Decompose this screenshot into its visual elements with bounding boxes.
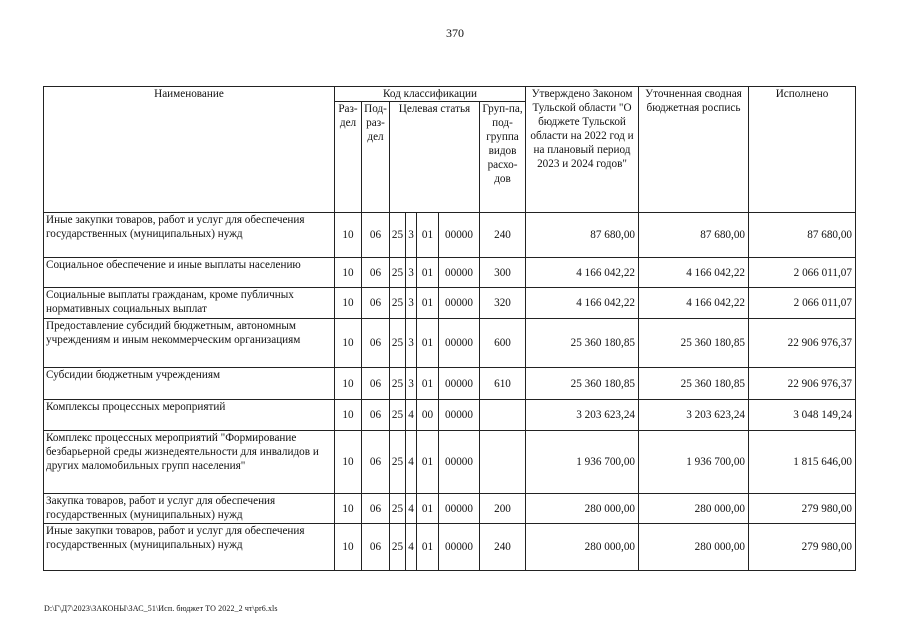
- table-row: [44, 288, 856, 319]
- target-part2-cell: 4: [406, 494, 417, 524]
- refined-amount: 25 360 180,85: [639, 319, 749, 368]
- target-part4-cell: 00000: [439, 258, 480, 288]
- podrazdel-cell: 06: [362, 400, 390, 431]
- row-name: Иные закупки товаров, работ и услуг для обеспечения государственных (муниципальных) нужд: [44, 524, 335, 571]
- target-part4-cell: 00000: [439, 494, 480, 524]
- target-part3-cell: 01: [417, 288, 439, 319]
- razdel-cell: 10: [335, 258, 362, 288]
- podrazdel-cell: 06: [362, 213, 390, 258]
- executed-amount: 87 680,00: [749, 213, 856, 258]
- target-part3-cell: 01: [417, 494, 439, 524]
- target-part1-cell: 25: [390, 494, 406, 524]
- refined-amount: 87 680,00: [639, 213, 749, 258]
- target-part3-cell: 01: [417, 368, 439, 400]
- target-part4-cell: 00000: [439, 524, 480, 571]
- expense-type-cell: 610: [480, 368, 526, 400]
- target-part4-cell: 00000: [439, 400, 480, 431]
- approved-amount: 1 936 700,00: [526, 431, 639, 494]
- table-row: [44, 431, 856, 494]
- expense-type-cell: 600: [480, 319, 526, 368]
- expense-type-cell: 200: [480, 494, 526, 524]
- budget-table: [43, 86, 856, 571]
- refined-amount: 280 000,00: [639, 524, 749, 571]
- executed-amount: 279 980,00: [749, 524, 856, 571]
- target-part2-cell: 3: [406, 319, 417, 368]
- podrazdel-cell: 06: [362, 431, 390, 494]
- executed-amount: 2 066 011,07: [749, 288, 856, 319]
- razdel-cell: 10: [335, 288, 362, 319]
- expense-type-cell: 300: [480, 258, 526, 288]
- executed-column-header: Исполнено: [749, 87, 856, 213]
- row-name: Субсидии бюджетным учреждениям: [44, 368, 335, 400]
- table-row: [44, 319, 856, 368]
- refined-amount: 280 000,00: [639, 494, 749, 524]
- executed-amount: 3 048 149,24: [749, 400, 856, 431]
- podrazdel-cell: 06: [362, 494, 390, 524]
- podrazdel-cell: 06: [362, 319, 390, 368]
- target-part3-cell: 01: [417, 258, 439, 288]
- target-part1-cell: 25: [390, 524, 406, 571]
- table-row: [44, 494, 856, 524]
- table-row: [44, 368, 856, 400]
- refined-amount: 25 360 180,85: [639, 368, 749, 400]
- target-part4-cell: 00000: [439, 213, 480, 258]
- podrazdel-header: Под-раз-дел: [362, 102, 390, 213]
- row-name: Комплекс процессных мероприятий "Формирование безбарьерной среды жизнедеятельности для инвалидов и других маломобильных групп населения": [44, 431, 335, 494]
- razdel-cell: 10: [335, 319, 362, 368]
- target-part1-cell: 25: [390, 258, 406, 288]
- executed-amount: 22 906 976,37: [749, 319, 856, 368]
- file-path-footer: D:\Г\Д7\2023\ЗАКОНЫ\ЗАС_51\Исп. бюджет ТО 2022_2 чт\pr6.xls: [44, 604, 278, 613]
- approved-amount: 87 680,00: [526, 213, 639, 258]
- table-row: [44, 400, 856, 431]
- podrazdel-cell: 06: [362, 524, 390, 571]
- target-part2-cell: 4: [406, 431, 417, 494]
- target-part3-cell: 00: [417, 400, 439, 431]
- approved-amount: 280 000,00: [526, 494, 639, 524]
- target-part4-cell: 00000: [439, 368, 480, 400]
- expense-type-cell: 240: [480, 524, 526, 571]
- razdel-cell: 10: [335, 400, 362, 431]
- razdel-cell: 10: [335, 213, 362, 258]
- executed-amount: 22 906 976,37: [749, 368, 856, 400]
- podrazdel-cell: 06: [362, 288, 390, 319]
- approved-amount: 25 360 180,85: [526, 319, 639, 368]
- approved-column-header: Утверждено Законом Тульской области "О бюджете Тульской области на 2022 год и на плановый период 2023 и 2024 годов": [526, 87, 639, 213]
- target-part2-cell: 3: [406, 258, 417, 288]
- row-name: Социальные выплаты гражданам, кроме публичных нормативных социальных выплат: [44, 288, 335, 319]
- target-part3-cell: 01: [417, 524, 439, 571]
- target-part4-cell: 00000: [439, 431, 480, 494]
- razdel-cell: 10: [335, 494, 362, 524]
- approved-amount: 4 166 042,22: [526, 288, 639, 319]
- row-name: Социальное обеспечение и иные выплаты населению: [44, 258, 335, 288]
- razdel-cell: 10: [335, 368, 362, 400]
- name-column-header: Наименование: [44, 87, 335, 213]
- refined-amount: 4 166 042,22: [639, 288, 749, 319]
- approved-amount: 4 166 042,22: [526, 258, 639, 288]
- executed-amount: 279 980,00: [749, 494, 856, 524]
- row-name: Предоставление субсидий бюджетным, автономным учреждениям и иным некоммерческим организациям: [44, 319, 335, 368]
- refined-amount: 1 936 700,00: [639, 431, 749, 494]
- table-row: [44, 213, 856, 258]
- target-part1-cell: 25: [390, 319, 406, 368]
- row-name: Иные закупки товаров, работ и услуг для обеспечения государственных (муниципальных) нужд: [44, 213, 335, 258]
- target-part1-cell: 25: [390, 213, 406, 258]
- executed-amount: 2 066 011,07: [749, 258, 856, 288]
- row-name: Закупка товаров, работ и услуг для обеспечения государственных (муниципальных) нужд: [44, 494, 335, 524]
- target-part3-cell: 01: [417, 213, 439, 258]
- expense-type-cell: 320: [480, 288, 526, 319]
- target-part4-cell: 00000: [439, 288, 480, 319]
- page-number: 370: [446, 26, 464, 40]
- approved-amount: 25 360 180,85: [526, 368, 639, 400]
- code-group-header: Код классификации: [335, 87, 526, 102]
- target-part2-cell: 3: [406, 368, 417, 400]
- refined-column-header: Уточненная сводная бюджетная роспись: [639, 87, 749, 213]
- refined-amount: 4 166 042,22: [639, 258, 749, 288]
- podrazdel-cell: 06: [362, 368, 390, 400]
- target-part1-cell: 25: [390, 400, 406, 431]
- target-part2-cell: 4: [406, 524, 417, 571]
- target-part1-cell: 25: [390, 368, 406, 400]
- executed-amount: 1 815 646,00: [749, 431, 856, 494]
- expense-type-cell: [480, 431, 526, 494]
- target-part3-cell: 01: [417, 319, 439, 368]
- expense-type-cell: 240: [480, 213, 526, 258]
- table-row: [44, 524, 856, 571]
- target-part2-cell: 4: [406, 400, 417, 431]
- target-part1-cell: 25: [390, 288, 406, 319]
- podrazdel-cell: 06: [362, 258, 390, 288]
- razdel-cell: 10: [335, 431, 362, 494]
- razdel-cell: 10: [335, 524, 362, 571]
- refined-amount: 3 203 623,24: [639, 400, 749, 431]
- target-part3-cell: 01: [417, 431, 439, 494]
- approved-amount: 3 203 623,24: [526, 400, 639, 431]
- target-part2-cell: 3: [406, 288, 417, 319]
- header-row-1: [44, 87, 856, 102]
- target-article-header: Целевая статья: [390, 102, 480, 213]
- razdel-header: Раз-дел: [335, 102, 362, 213]
- row-name: Комплексы процессных мероприятий: [44, 400, 335, 431]
- target-part1-cell: 25: [390, 431, 406, 494]
- target-part2-cell: 3: [406, 213, 417, 258]
- expense-type-header: Груп-па, под-группа видов расхо-дов: [480, 102, 526, 213]
- table-row: [44, 258, 856, 288]
- target-part4-cell: 00000: [439, 319, 480, 368]
- expense-type-cell: [480, 400, 526, 431]
- approved-amount: 280 000,00: [526, 524, 639, 571]
